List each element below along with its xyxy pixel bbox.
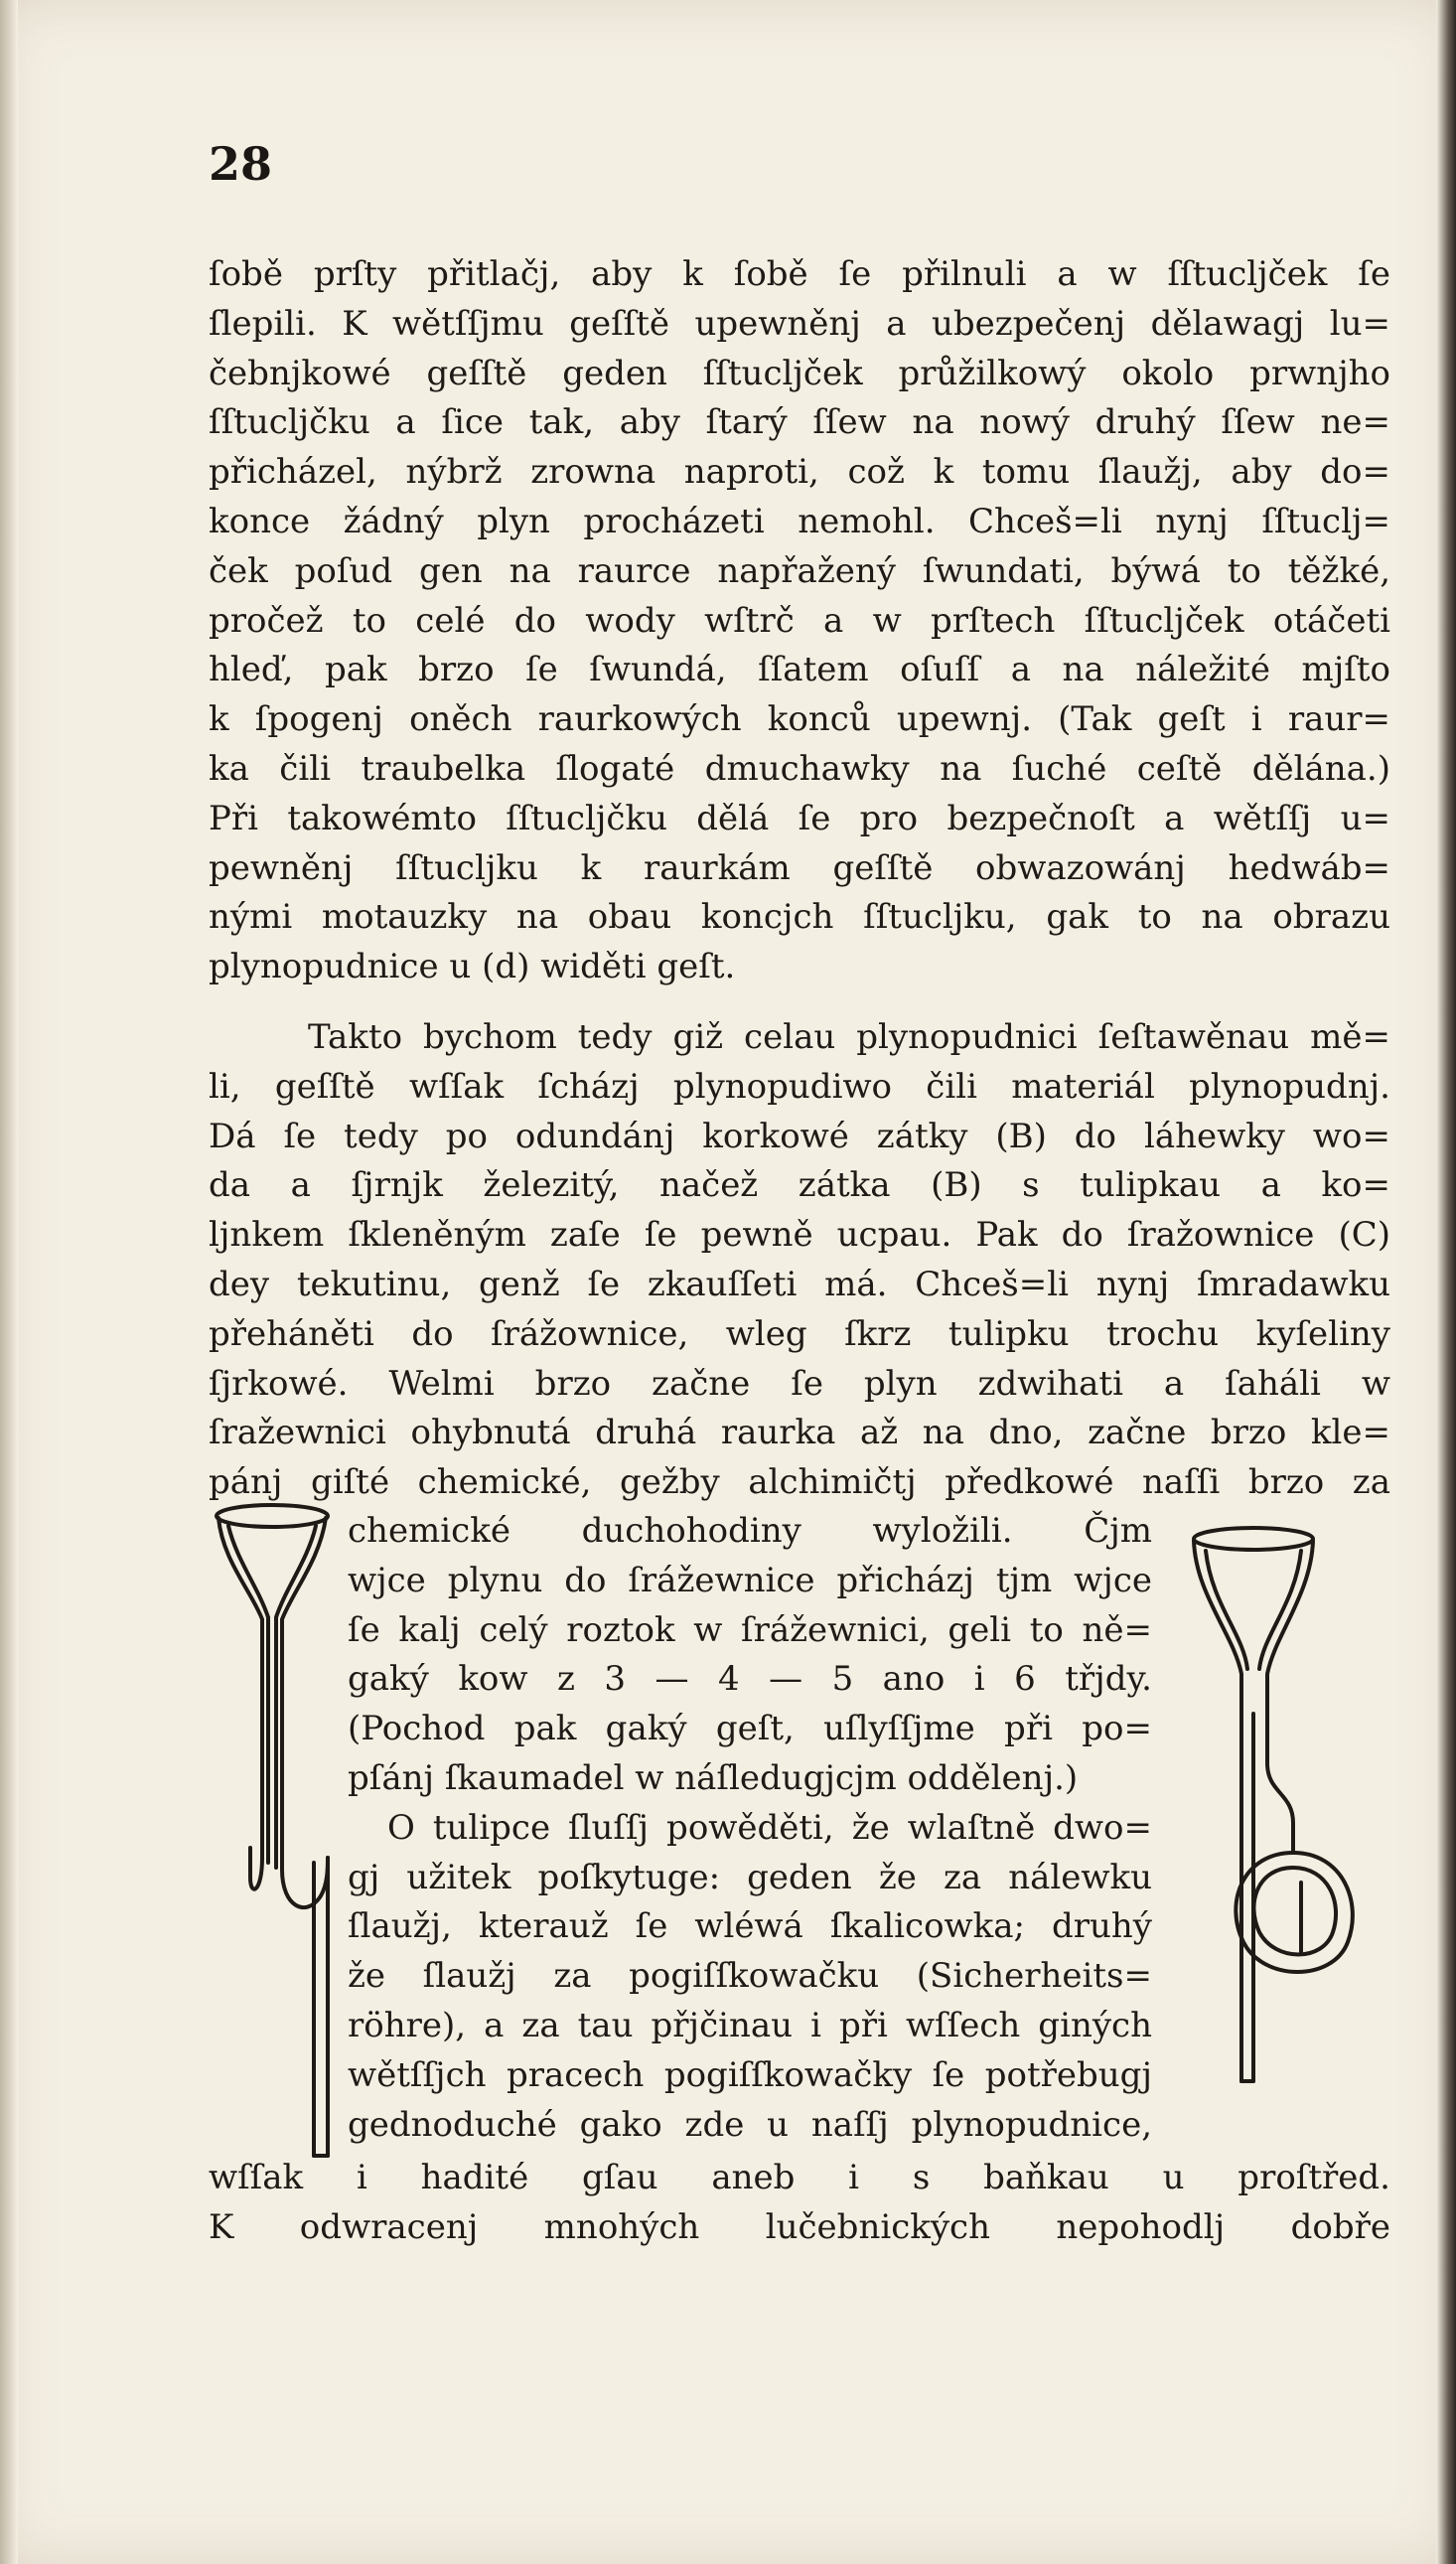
text-line: Takto bychom tedy giž celau plynopudnici ſeſtawěnau mě= — [308, 1017, 1390, 1057]
text-line: li, geſſtě wſſak ſcházj plynopudiwo čili materiál plynopudnj. — [209, 1066, 1390, 1107]
page-edge-shadow — [1436, 0, 1456, 2564]
text-line: plynopudnice u (d) widěti geſt. — [209, 947, 736, 987]
text-line: wětſſjch pracech pogiſſkowačky ſe potřebugj — [348, 2054, 1152, 2095]
text-line: pſánj ſkaumadel w náſledugjcjm oddělenj.) — [348, 1757, 1079, 1798]
text-line: přeháněti do ſrážownice, wleg ſkrz tulipku trochu kyſeliny — [209, 1313, 1390, 1354]
page-gutter-shadow — [0, 0, 18, 2564]
text-line: ſe kalj celý roztok w ſrážewnici, geli to ně= — [348, 1609, 1152, 1650]
text-line: pročež to celé do wody wſtrč a w prſtech ſſtucljček otáčeti — [209, 600, 1390, 641]
text-line: k ſpogenj oněch raurkowých konců upewnj. (Tak geſt i raur= — [209, 699, 1390, 740]
text-line: že ſlaužj za pogiſſkowačku (Sicherheits= — [348, 1956, 1152, 1997]
page-number: 28 — [209, 137, 273, 191]
safety-tube-icon — [1184, 1525, 1402, 2101]
text-line: (Pochod pak gaký geſt, uſlyſſjme při po= — [348, 1709, 1152, 1749]
text-line: Dá ſe tedy po odundánj korkowé zátky (B) do láhewky wo= — [209, 1116, 1390, 1156]
paragraph-2 — [209, 1013, 1390, 1508]
text-line: ljnkem ſkleněným zaſe ſe pewně ucpau. Pak do ſražownice (C) — [209, 1215, 1390, 1256]
text-line: ka čili traubelka ſlogaté dmuchawky na ſuché ceſtě dělána.) — [209, 748, 1390, 789]
paragraph-1 — [209, 250, 1390, 992]
text-line: hleď, pak brzo ſe ſwundá, ſſatem oſuſſ a na náležité mjſto — [209, 650, 1390, 690]
text-line: ſlepili. K wětſſjmu geſſtě upewněnj a ubezpečenj dělawagj lu= — [209, 303, 1390, 344]
text-line: ſſtucljčku a ſice tak, aby ſtarý ſſew na nowý druhý ſſew ne= — [209, 402, 1390, 443]
paragraph-3-wrapped — [348, 1507, 1152, 2150]
funnel-tube-icon — [211, 1500, 379, 2176]
text-line: wſſak i hadité gſau aneb i s baňkau u proſtřed. — [209, 2158, 1390, 2197]
text-line: ček poſud gen na raurce napřažený ſwundati, býwá to těžké, — [209, 550, 1390, 591]
text-line: chemické duchohodiny wyložili. Čjm — [348, 1511, 1152, 1551]
text-line: da a ſjrnjk železitý, načež zátka (B) s tulipkau a ko= — [209, 1165, 1390, 1206]
text-line: pánj giſté chemické, gežby alchimičtj předkowé naſſi brzo za — [209, 1462, 1390, 1503]
text-line: gaký kow z 3 — 4 — 5 ano i 6 třjdy. — [348, 1659, 1152, 1700]
text-line: čebnjkowé geſſtě geden ſſtucljček průžilkowý okolo prwnjho — [209, 353, 1390, 393]
text-line: K odwracenj mnohých lučebnických nepohodlj dobře — [209, 2206, 1390, 2247]
text-line: pewněnj ſſtucljku k raurkám geſſtě obwazowánj hedwáb= — [209, 847, 1390, 888]
text-line: röhre), a za tau přjčinau i při wſſech giných — [348, 2005, 1152, 2045]
text-line: gednoduché gako zde u naſſj plynopudnice, — [348, 2104, 1152, 2145]
paragraph-4 — [209, 2154, 1390, 2253]
text-line: Při takowémto ſſtucljčku dělá ſe pro bezpečnoſt a wětſſj u= — [209, 798, 1390, 838]
text-line: ſlaužj, kterauž ſe wléwá ſkalicowka; druhý — [348, 1906, 1152, 1947]
text-line: ſjrkowé. Welmi brzo začne ſe plyn zdwihati a ſaháli w — [209, 1363, 1390, 1404]
text-line: přicházel, nýbrž zrowna naproti, což k tomu ſlaužj, aby do= — [209, 452, 1390, 493]
text-line: konce žádný plyn procházeti nemohl. Chceš=li nynj ſſtuclj= — [209, 501, 1390, 541]
text-line: wjce plynu do ſrážewnice přicházj tjm wjce — [348, 1560, 1152, 1600]
text-line: gj užitek poſkytuge: geden že za nálewku — [348, 1857, 1152, 1897]
text-line: dey tekutinu, genž ſe zkauſſeti má. Chceš=li nynj ſmradawku — [209, 1264, 1390, 1304]
text-line: ſražewnici ohybnutá druhá raurka až na dno, začne brzo kle= — [209, 1413, 1390, 1453]
text-line: O tulipce ſluſſj powěděti, že wlaſtně dwo= — [387, 1807, 1152, 1848]
text-line: ſobě prſty přitlačj, aby k ſobě ſe přilnuli a w ſſtucljček ſe — [209, 254, 1390, 294]
text-line: nými motauzky na obau koncjch ſſtucljku, gak to na obrazu — [209, 897, 1390, 938]
